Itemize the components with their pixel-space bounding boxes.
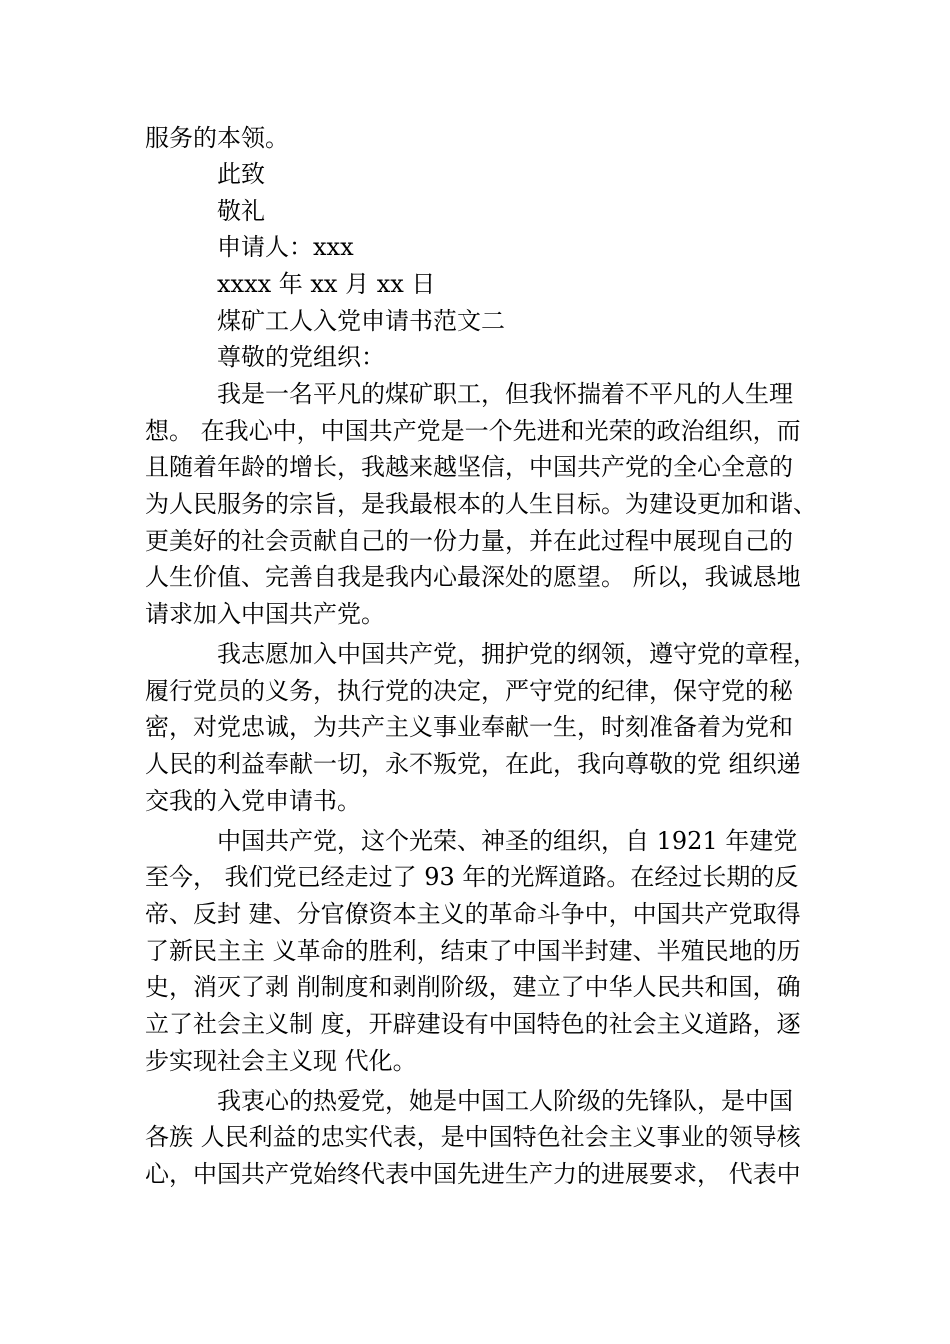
- text-line: 为人民服务的宗旨，是我最根本的人生目标。为建设更加和谐、: [145, 490, 817, 518]
- text-line: 了新民主主 义革命的胜利，结束了中国半封建、半殖民地的历: [145, 937, 801, 965]
- text-line: 中国共产党，这个光荣、神圣的组织，自 1921 年建党: [217, 827, 798, 855]
- text-line: 我衷心的热爱党，她是中国工人阶级的先锋队，是中国: [217, 1087, 793, 1115]
- text-line: 交我的入党申请书。: [145, 787, 361, 815]
- text-line: 至今， 我们党已经走过了 93 年的光辉道路。在经过长期的反: [145, 863, 799, 891]
- text-line: 更美好的社会贡献自己的一份力量，并在此过程中展现自己的: [145, 527, 793, 555]
- text-line: 想。 在我心中，中国共产党是一个先进和光荣的政治组织，而: [145, 417, 801, 445]
- text-line: 申请人：xxx: [217, 233, 354, 261]
- text-line: 密，对党忠诚，为共产主义事业奉献一生，时刻准备着为党和: [145, 713, 793, 741]
- text-line: 立了社会主义制 度，开辟建设有中国特色的社会主义道路，逐: [145, 1010, 801, 1038]
- text-line: 人民的利益奉献一切，永不叛党，在此，我向尊敬的党 组织递: [145, 750, 801, 778]
- text-line: 史，消灭了剥 削制度和剥削阶级，建立了中华人民共和国，确: [145, 973, 801, 1001]
- text-line: 心，中国共产党始终代表中国先进生产力的进展要求， 代表中: [145, 1160, 801, 1188]
- text-line: 此致: [217, 160, 265, 188]
- text-line: 帝、反封 建、分官僚资本主义的革命斗争中，中国共产党取得: [145, 900, 801, 928]
- text-line: 服务的本领。: [145, 124, 289, 152]
- text-line: 煤矿工人入党申请书范文二: [217, 307, 505, 335]
- text-line: xxxx 年 xx 月 xx 日: [217, 270, 436, 298]
- text-line: 且随着年龄的增长，我越来越坚信，中国共产党的全心全意的: [145, 453, 793, 481]
- text-line: 各族 人民利益的忠实代表，是中国特色社会主义事业的领导核: [145, 1123, 801, 1151]
- text-line: 履行党员的义务，执行党的决定，严守党的纪律，保守党的秘: [145, 677, 793, 705]
- text-line: 请求加入中国共产党。: [145, 600, 385, 628]
- text-line: 步实现社会主义现 代化。: [145, 1047, 417, 1075]
- text-line: 我是一名平凡的煤矿职工，但我怀揣着不平凡的人生理: [217, 380, 793, 408]
- text-line: 我志愿加入中国共产党，拥护党的纲领，遵守党的章程，: [217, 640, 817, 668]
- text-line: 敬礼: [217, 197, 265, 225]
- text-line: 尊敬的党组织：: [217, 343, 385, 371]
- text-line: 人生价值、完善自我是我内心最深处的愿望。 所以，我诚恳地: [145, 563, 801, 591]
